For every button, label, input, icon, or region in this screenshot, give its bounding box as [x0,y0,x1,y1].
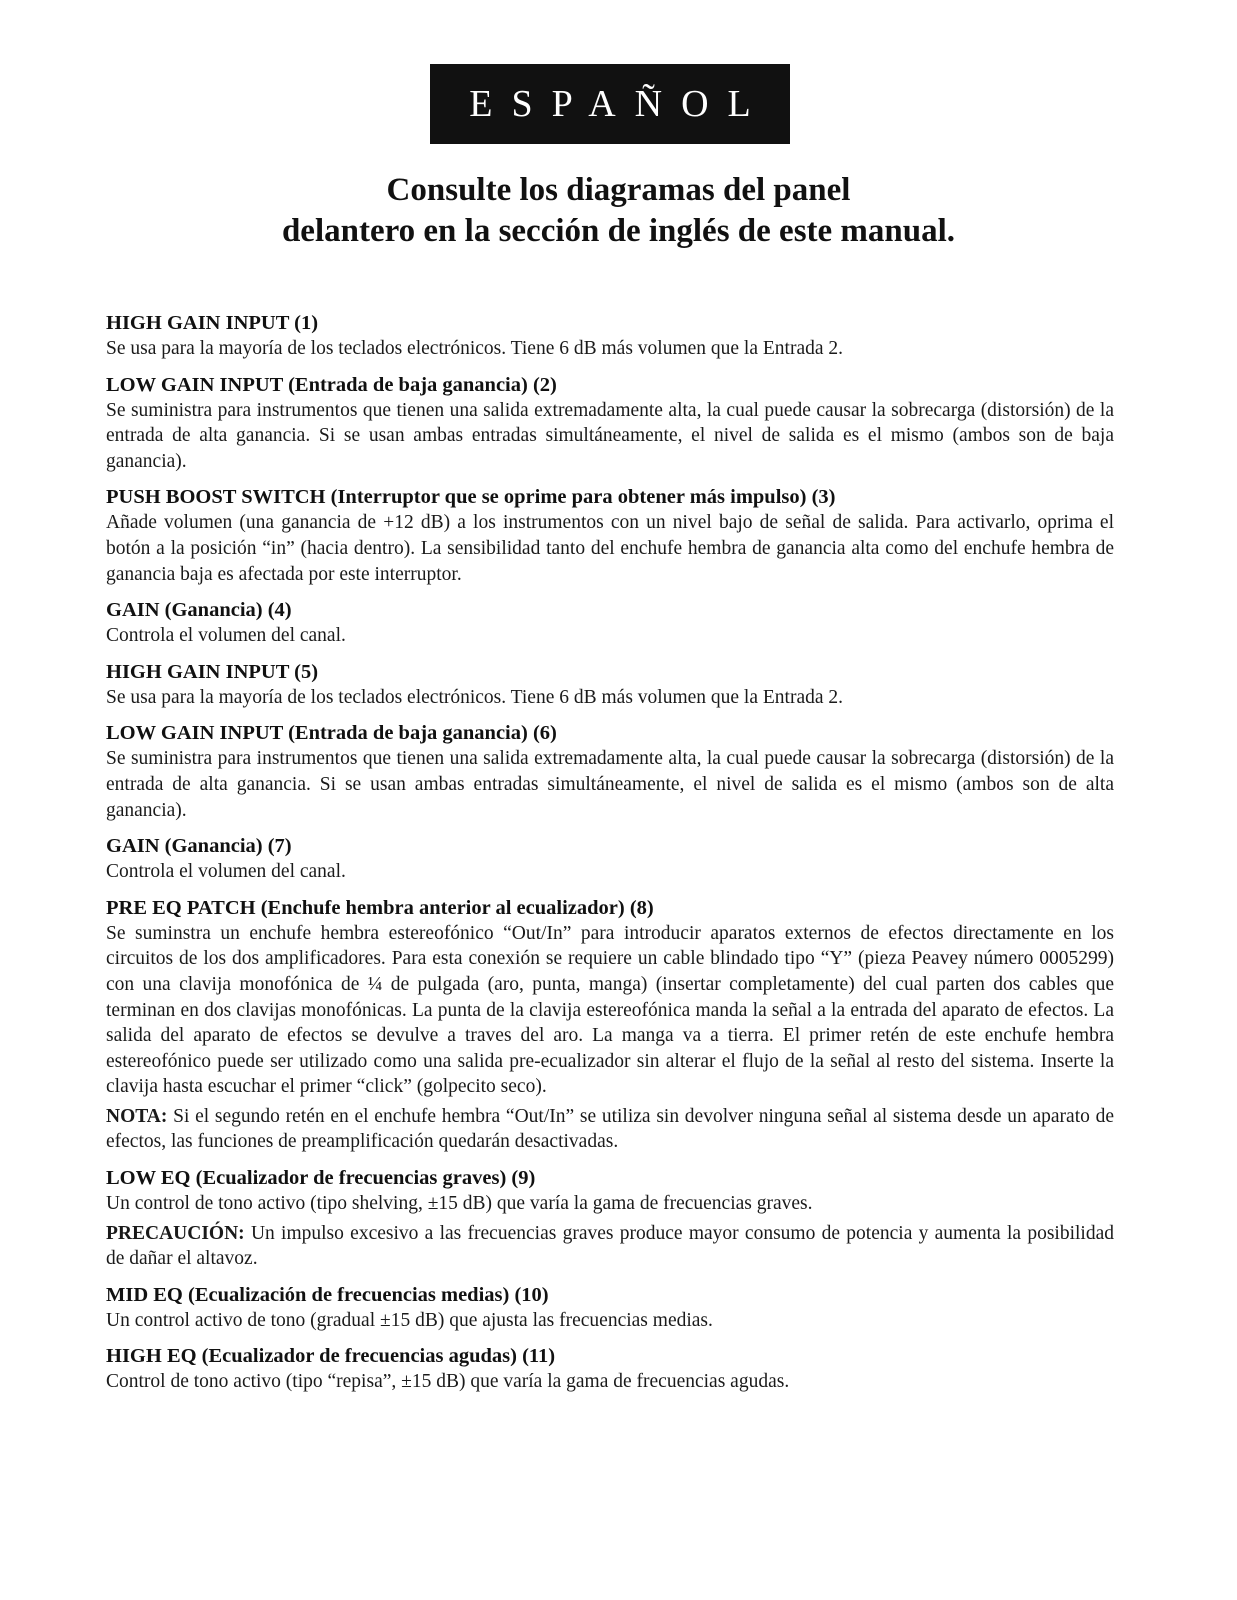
section-title: MID EQ (Ecualización de frecuencias medias) (10) [106,1283,549,1306]
section-title: GAIN (Ganancia) (4) [106,599,292,622]
note-text: Si el segundo retén en el enchufe hembra “Out/In” se utiliza sin devolver ninguna señal al sistema desde un aparato de efectos, las funciones de preamplificación quedarán desactivadas. [106,1105,1114,1153]
section-body: Controla el volumen del canal. [106,625,346,647]
section-title: HIGH GAIN INPUT (5) [106,660,319,683]
section-high-eq-11 [106,1344,1114,1395]
section-title: GAIN (Ganancia) (7) [106,835,292,858]
section-title: PRE EQ PATCH (Enchufe hembra anterior al ecualizador) (8) [106,896,654,919]
section-title: LOW EQ (Ecualizador de frecuencias graves) (9) [106,1167,536,1190]
caution-label: PRECAUCIÓN: [106,1222,245,1244]
section-pre-eq-patch-8 [106,896,1114,1155]
section-title: LOW GAIN INPUT (Entrada de baja ganancia) (2) [106,373,557,396]
section-title: LOW GAIN INPUT (Entrada de baja ganancia) (6) [106,722,557,745]
section-body: Un control activo de tono (gradual ±15 dB) que ajusta las frecuencias medias. [106,1309,713,1331]
section-mid-eq-10 [106,1283,1114,1334]
section-gain-7 [106,834,1114,885]
subtitle-line-1: Consulte los diagramas del panel [386,172,851,208]
caution-text: Un impulso excesivo a las frecuencias graves produce mayor consumo de potencia y aumenta la posibilidad de dañar el altavoz. [106,1222,1114,1270]
note-paragraph [106,1104,1114,1155]
section-body: Se suminstra un enchufe hembra estereofónico “Out/In” para introducir aparatos externos de efectos directamente en los circuitos de los dos amplificadores. Para esta conexión se requiere un cable blindado tipo “Y” (pieza Peavey número 0005299) con una clavija monofónica de ¼ de pulgada (aro, punta, manga) (insertar completamente) del cual parten dos cables que terminan en dos clavijas monofónicas. La punta de la clavija estereofónica manda la señal a la entrada del aparato de efectos. La salida del aparato de efectos se devulve a traves del aro. La manga va a tierra. El primer retén de este enchufe hembra estereofónico puede ser utilizado como una salida pre-ecualizador sin alterar el flujo de la señal al resto del sistema. Inserte la clavija hasta escuchar el primer “click” (golpecito seco). [106,922,1114,1098]
section-body: Control de tono activo (tipo “repisa”, ±15 dB) que varía la gama de frecuencias agudas. [106,1371,790,1393]
section-low-gain-input-2 [106,373,1114,475]
caution-paragraph [106,1221,1114,1272]
section-low-eq-9 [106,1166,1114,1272]
note-label: NOTA: [106,1105,168,1127]
manual-content [106,311,1114,1406]
section-body: Se suministra para instrumentos que tienen una salida extremadamente alta, la cual puede causar la sobrecarga (distorsión) de la entrada de alta ganancia. Si se usan ambas entradas simultáneamente, el nivel de salida es el mismo (ambos son de alta ganancia). [106,748,1114,821]
section-title: HIGH GAIN INPUT (1) [106,312,319,334]
section-body: Se suministra para instrumentos que tienen una salida extremadamente alta, la cual puede causar la sobrecarga (distorsión) de la entrada de alta ganancia. Si se usan ambas entradas simultáneamente, el nivel de salida es el mismo (ambos son de baja ganancia). [106,399,1114,472]
section-body: Un control de tono activo (tipo shelving, ±15 dB) que varía la gama de frecuencias graves. [106,1193,813,1215]
section-body: Añade volumen (una ganancia de +12 dB) a los instrumentos con un nivel bajo de señal de salida. Para activarlo, oprima el botón a la posición “in” (hacia dentro). La sensibilidad tanto del enchufe hembra de ganancia alta como del enchufe hembra de ganancia baja es afectada por este interruptor. [106,512,1114,585]
section-title: PUSH BOOST SWITCH (Interruptor que se oprime para obtener más impulso) (3) [106,486,836,509]
language-banner: ESPAÑOL [430,64,790,144]
page-subtitle [0,170,1237,252]
section-high-gain-input-5 [106,660,1114,711]
section-high-gain-input-1 [106,311,1114,362]
section-body: Controla el volumen del canal. [106,861,346,883]
section-title: HIGH EQ (Ecualizador de frecuencias agudas) (11) [106,1345,556,1368]
section-low-gain-input-6 [106,721,1114,823]
section-body: Se usa para la mayoría de los teclados electrónicos. Tiene 6 dB más volumen que la Entrada 2. [106,686,844,708]
subtitle-line-2: delantero en la sección de inglés de este manual. [281,213,956,249]
section-body: Se usa para la mayoría de los teclados electrónicos. Tiene 6 dB más volumen que la Entrada 2. [106,338,844,359]
section-gain-4 [106,598,1114,649]
section-push-boost-switch-3 [106,485,1114,587]
